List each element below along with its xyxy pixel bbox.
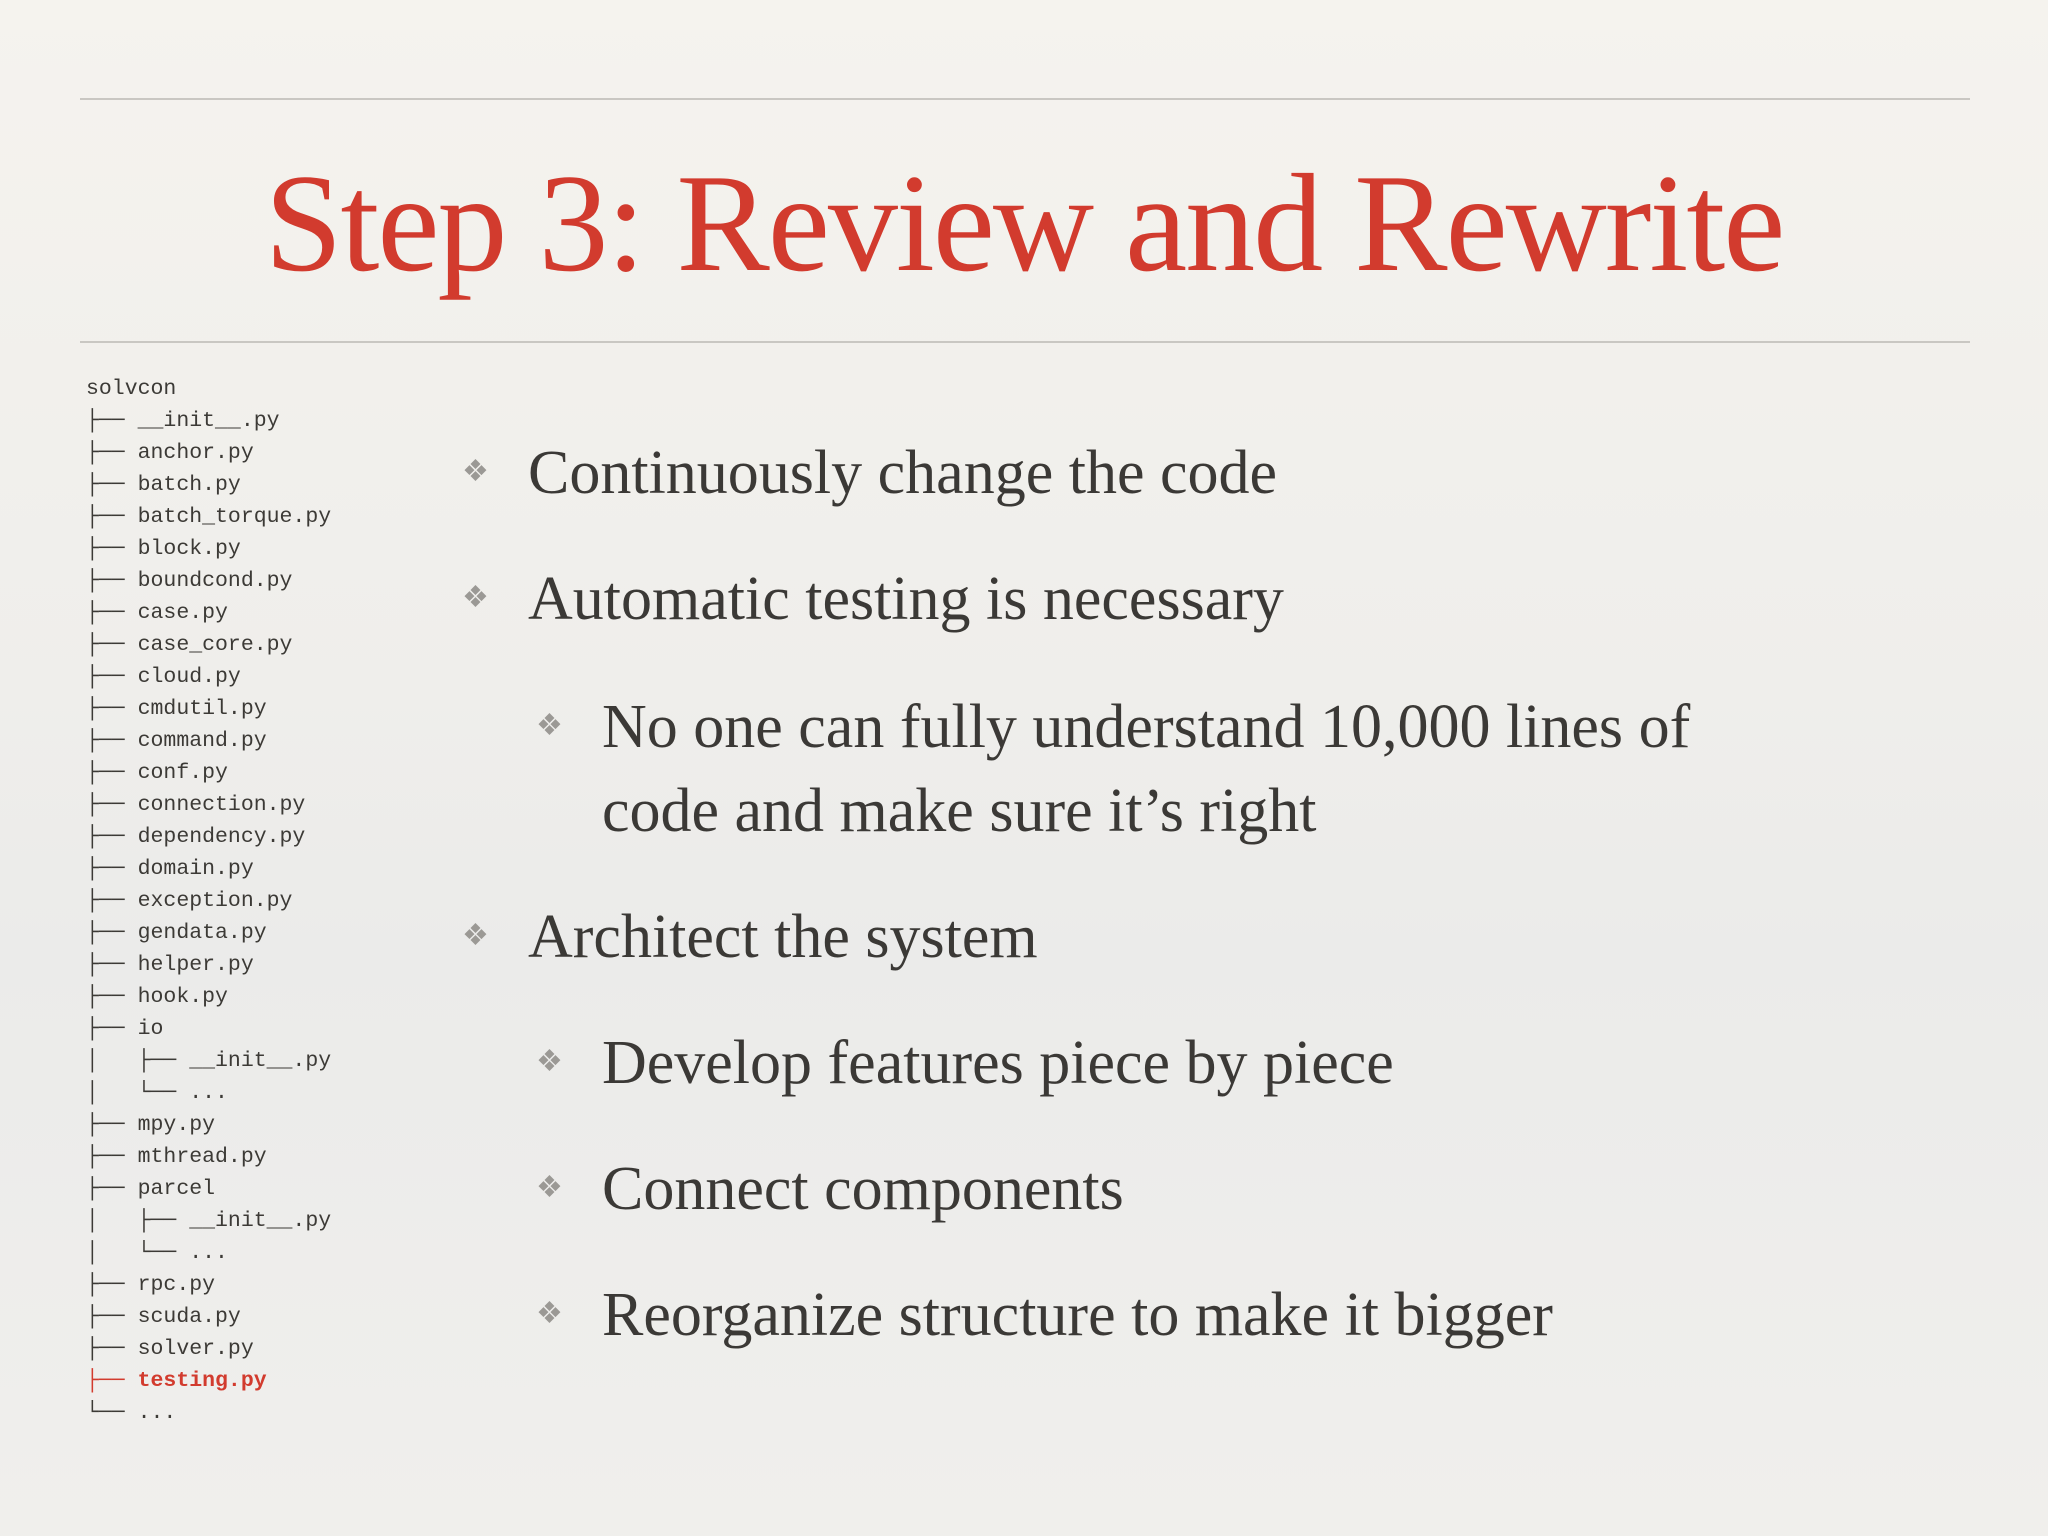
top-rule	[80, 98, 1970, 100]
tree-item: ├── command.py	[86, 729, 267, 753]
tree-item: │ ├── __init__.py	[86, 1049, 332, 1073]
tree-item: ├── domain.py	[86, 857, 254, 881]
bullet-text: Continuously change the code	[528, 439, 1277, 507]
tree-item: ├── anchor.py	[86, 441, 254, 465]
tree-item: ├── cloud.py	[86, 665, 241, 689]
tree-item: ├── helper.py	[86, 953, 254, 977]
tree-item: ├── conf.py	[86, 761, 228, 785]
bullet-text: Architect the system	[528, 903, 1038, 971]
bullet-text: No one can fully understand 10,000 lines of	[602, 693, 1691, 761]
tree-item: ├── case.py	[86, 601, 228, 625]
tree-item: ├── testing.py	[86, 1369, 267, 1393]
bullet-diamond-icon: ❖	[536, 1171, 563, 1204]
tree-item: ├── case_core.py	[86, 633, 293, 657]
tree-item: │ └── ...	[86, 1241, 228, 1265]
bullet-diamond-icon: ❖	[536, 709, 563, 742]
tree-item: ├── solver.py	[86, 1337, 254, 1361]
bullet-text: Connect components	[602, 1155, 1124, 1223]
tree-item: ├── mthread.py	[86, 1145, 267, 1169]
tree-item: ├── batch.py	[86, 473, 241, 497]
slide-title: Step 3: Review and Rewrite	[264, 146, 1784, 301]
tree-item: ├── batch_torque.py	[86, 505, 332, 529]
title-underline-rule	[80, 341, 1970, 343]
tree-item: ├── mpy.py	[86, 1113, 216, 1137]
tree-item: │ └── ...	[86, 1081, 228, 1105]
tree-item: ├── io	[86, 1017, 164, 1041]
bullet-diamond-icon: ❖	[462, 455, 489, 488]
tree-item: ├── gendata.py	[86, 921, 267, 945]
tree-item: └── ...	[86, 1401, 177, 1425]
tree-item: ├── exception.py	[86, 889, 293, 913]
tree-item: ├── dependency.py	[86, 825, 306, 849]
tree-item: ├── hook.py	[86, 985, 228, 1009]
tree-item: ├── cmdutil.py	[86, 697, 267, 721]
bullet-text: Automatic testing is necessary	[528, 565, 1284, 633]
bullet-text: code and make sure it’s right	[602, 777, 1317, 845]
tree-item: ├── __init__.py	[86, 409, 280, 433]
tree-root: solvcon	[86, 377, 177, 401]
bullet-text: Develop features piece by piece	[602, 1029, 1394, 1097]
bullet-diamond-icon: ❖	[536, 1045, 563, 1078]
tree-item: ├── block.py	[86, 537, 241, 561]
bullet-diamond-icon: ❖	[536, 1297, 563, 1330]
tree-item: ├── boundcond.py	[86, 569, 293, 593]
tree-item: ├── connection.py	[86, 793, 306, 817]
file-tree	[86, 373, 331, 1429]
tree-item: ├── rpc.py	[86, 1273, 216, 1297]
bullet-diamond-icon: ❖	[462, 581, 489, 614]
tree-item: ├── parcel	[86, 1177, 216, 1201]
bullet-diamond-icon: ❖	[462, 919, 489, 952]
bullet-text: Reorganize structure to make it bigger	[602, 1281, 1553, 1349]
tree-item: │ ├── __init__.py	[86, 1209, 332, 1233]
tree-item: ├── scuda.py	[86, 1305, 241, 1329]
